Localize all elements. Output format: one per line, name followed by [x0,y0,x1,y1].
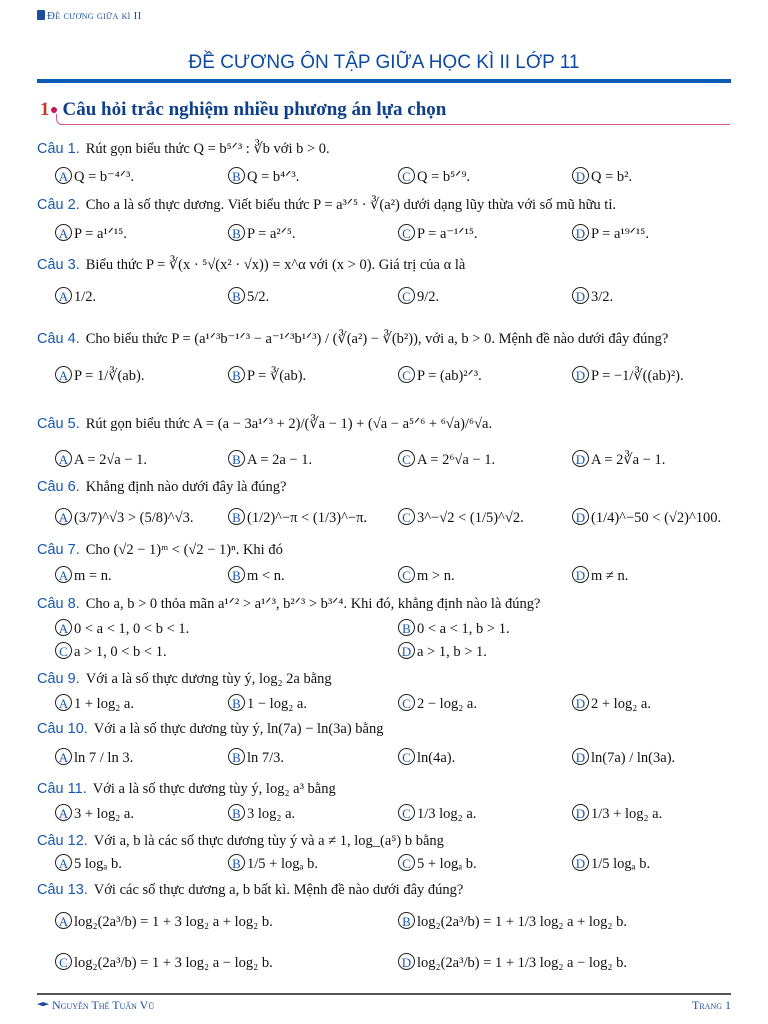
question-label: Câu 12. [37,833,88,849]
answer-option[interactable] [572,694,651,713]
option-text: Q = b⁻⁴ᐟ³. [74,169,134,185]
page-title: ĐỀ CƯƠNG ÔN TẬP GIỮA HỌC KÌ II LỚP 11 [188,52,580,73]
option-text: m > n. [417,568,455,584]
question-label: Câu 2. [37,197,80,213]
option-letter-circle: A [55,450,72,467]
answer-option[interactable] [228,748,284,767]
answer-option[interactable] [55,642,167,661]
question-stem [37,671,332,688]
option-letter-circle: C [398,366,415,383]
graduation-cap-icon [37,1002,49,1009]
question-stem [37,257,465,274]
option-letter-circle: C [398,804,415,821]
option-letter-circle: C [55,953,72,970]
answer-option[interactable] [55,854,122,873]
option-letter-circle: D [572,748,589,765]
answer-option[interactable] [55,804,134,823]
option-text: 9/2. [417,289,440,305]
option-letter-circle: B [228,694,245,711]
option-text: log₂(2a³/b) = 1 + 1/3 log₂ a + log₂ b. [417,914,627,930]
answer-option[interactable] [572,566,628,585]
option-text: P = (ab)²ᐟ³. [417,368,482,384]
answer-option[interactable] [398,566,455,585]
question-text: Với các số thực dương a, b bất kì. Mệnh đề nào dưới đây đúng? [93,882,464,898]
option-letter-circle: D [572,694,589,711]
option-letter-circle: A [55,854,72,871]
option-text: 5 + logₐ b. [417,856,477,872]
option-letter-circle: D [572,287,589,304]
question-stem [37,197,616,214]
option-letter-circle: C [398,566,415,583]
option-letter-circle: B [228,804,245,821]
answer-option[interactable] [228,224,296,243]
answer-option[interactable] [228,694,307,713]
question-text: Với a là số thực dương tùy ý, log₂ 2a bằng [85,671,332,687]
option-text: ln(7a) / ln(3a). [591,750,676,766]
answer-option[interactable] [572,167,632,186]
answer-option[interactable] [398,508,524,527]
question-label: Câu 13. [37,882,88,898]
running-title: Đề cương giữa kì II [47,10,142,22]
running-header [37,10,142,22]
option-text: 2 + log₂ a. [591,696,651,712]
answer-option[interactable] [398,912,627,931]
option-letter-circle: C [398,450,415,467]
option-letter-circle: D [572,804,589,821]
answer-option[interactable] [55,912,273,931]
option-text: a > 1, b > 1. [417,644,487,660]
option-letter-circle: A [55,508,72,525]
question-label: Câu 6. [37,479,80,495]
option-letter-circle: B [228,566,245,583]
answer-option[interactable] [228,287,269,306]
question-label: Câu 7. [37,542,80,558]
option-letter-circle: B [398,619,415,636]
option-text: P = a⁻¹ᐟ¹⁵. [417,226,478,242]
question-stem [37,416,492,433]
question-text: Với a là số thực dương tùy ý, ln(7a) − ln(3a) bằng [93,721,384,737]
option-letter-circle: C [398,167,415,184]
option-letter-circle: A [55,224,72,241]
option-text: 1 + log₂ a. [74,696,134,712]
answer-option[interactable] [398,854,477,873]
question-text: Cho biểu thức P = (a¹ᐟ³b⁻¹ᐟ³ − a⁻¹ᐟ³b¹ᐟ³) / (∛(a²) − ∛(b²)), với a, b > 0. Mệnh đề nào dưới đây đúng? [85,331,669,347]
option-letter-circle: B [228,854,245,871]
option-text: P = a¹⁹ᐟ¹⁵. [591,226,649,242]
answer-option[interactable] [55,224,127,243]
answer-option[interactable] [572,854,650,873]
option-letter-circle: C [398,694,415,711]
option-letter-circle: D [572,167,589,184]
page-number: Trang 1 [692,998,731,1012]
footer-author [37,998,154,1013]
option-letter-circle: B [228,508,245,525]
section-divider [60,124,730,125]
answer-option[interactable] [572,450,665,469]
answer-option[interactable] [228,508,367,527]
question-label: Câu 10. [37,721,88,737]
option-text: 3/2. [591,289,614,305]
option-letter-circle: B [228,224,245,241]
answer-option[interactable] [55,953,273,972]
question-stem [37,882,463,899]
question-text: Với a, b là các số thực dương tùy ý và a ≠ 1, log_(a⁵) b bằng [93,833,444,849]
option-letter-circle: A [55,694,72,711]
option-text: 0 < a < 1, 0 < b < 1. [74,621,190,637]
question-stem [37,141,330,158]
option-letter-circle: C [398,508,415,525]
answer-option[interactable] [398,450,495,469]
option-text: A = 2√a − 1. [74,452,148,468]
option-letter-circle: C [398,287,415,304]
answer-option[interactable] [398,694,477,713]
option-text: m < n. [247,568,285,584]
question-label: Câu 1. [37,141,80,157]
author-name: Nguyễn Thế Tuấn Vũ [52,998,155,1012]
option-text: 2 − log₂ a. [417,696,477,712]
option-letter-circle: D [572,450,589,467]
section-title: Câu hỏi trắc nghiệm nhiều phương án lựa chọn [62,99,447,120]
option-text: P = a¹ᐟ¹⁵. [74,226,127,242]
option-text: 1/5 + logₐ b. [247,856,318,872]
option-letter-circle: A [55,566,72,583]
option-letter-circle: C [398,224,415,241]
answer-option[interactable] [55,167,134,186]
option-text: Q = b⁵ᐟ⁹. [417,169,471,185]
answer-option[interactable] [55,508,193,527]
option-letter-circle: B [228,748,245,765]
option-text: Q = b². [591,169,633,185]
option-text: log₂(2a³/b) = 1 + 3 log₂ a + log₂ b. [74,914,273,930]
question-stem [37,542,283,559]
option-letter-circle: A [55,167,72,184]
option-text: ln(4a). [417,750,456,766]
section-number: 1 [40,99,50,120]
answer-option[interactable] [228,566,285,585]
answer-option[interactable] [398,224,478,243]
option-text: log₂(2a³/b) = 1 + 1/3 log₂ a − log₂ b. [417,955,627,971]
question-stem [37,331,668,348]
answer-option[interactable] [572,508,721,527]
option-letter-circle: A [55,748,72,765]
option-letter-circle: C [398,748,415,765]
question-label: Câu 4. [37,331,80,347]
option-text: m = n. [74,568,112,584]
option-text: 1/5 logₐ b. [591,856,651,872]
option-letter-circle: A [55,912,72,929]
option-text: 1 − log₂ a. [247,696,307,712]
option-letter-circle: B [228,450,245,467]
option-letter-circle: A [55,287,72,304]
answer-option[interactable] [398,167,470,186]
answer-option[interactable] [398,287,439,306]
answer-option[interactable] [398,642,487,661]
book-icon [37,10,45,20]
option-text: 0 < a < 1, b > 1. [417,621,510,637]
answer-option[interactable] [55,694,134,713]
option-text: (1/4)^−50 < (√2)^100. [591,510,722,526]
answer-option[interactable] [55,619,189,638]
answer-option[interactable] [572,224,649,243]
option-letter-circle: C [398,854,415,871]
option-letter-circle: B [228,287,245,304]
option-text: P = 1/∛(ab). [74,368,145,384]
answer-option[interactable] [398,619,510,638]
question-text: Cho a là số thực dương. Viết biểu thức P = a³ᐟ⁵ · ∛(a²) dưới dạng lũy thừa với số mũ hữu tỉ. [85,197,616,213]
question-label: Câu 5. [37,416,80,432]
answer-option[interactable] [572,804,662,823]
answer-option[interactable] [398,804,476,823]
answer-option[interactable] [398,366,482,385]
bullet-icon [51,107,57,113]
option-text: A = 2⁶√a − 1. [417,452,496,468]
option-text: a > 1, 0 < b < 1. [74,644,167,660]
question-stem [37,596,540,613]
option-letter-circle: B [228,366,245,383]
title-divider [37,79,731,83]
option-text: 1/2. [74,289,97,305]
question-stem [37,721,384,738]
answer-option[interactable] [572,287,613,306]
option-text: A = 2a − 1. [247,452,313,468]
question-stem [37,781,336,798]
option-letter-circle: B [398,912,415,929]
answer-option[interactable] [572,366,684,385]
option-letter-circle: D [572,566,589,583]
answer-option[interactable] [228,804,295,823]
answer-option[interactable] [55,566,112,585]
option-text: 1/3 log₂ a. [417,806,477,822]
option-letter-circle: D [572,854,589,871]
option-text: P = ∛(ab). [247,368,307,384]
question-text: Rút gọn biểu thức A = (a − 3a¹ᐟ³ + 2)/(∛a − 1) + (√a − a⁵ᐟ⁶ + ⁶√a)/⁶√a. [85,416,493,432]
question-label: Câu 8. [37,596,80,612]
option-text: 3 + log₂ a. [74,806,134,822]
answer-option[interactable] [398,748,455,767]
option-text: P = a²ᐟ⁵. [247,226,296,242]
option-text: 5 logₐ b. [74,856,122,872]
option-text: m ≠ n. [591,568,629,584]
option-letter-circle: A [55,804,72,821]
answer-option[interactable] [55,748,133,767]
question-stem [37,479,287,496]
answer-option[interactable] [228,167,299,186]
option-text: log₂(2a³/b) = 1 + 3 log₂ a − log₂ b. [74,955,273,971]
option-text: 1/3 + log₂ a. [591,806,663,822]
answer-option[interactable] [55,450,147,469]
option-text: (1/2)^−π < (1/3)^−π. [247,510,368,526]
footer-divider [37,993,731,995]
answer-option[interactable] [55,366,144,385]
question-text: Biểu thức P = ∛(x · ⁵√(x² · √x)) = x^α với (x > 0). Giá trị của α là [85,257,466,273]
option-letter-circle: D [572,224,589,241]
option-text: 3 log₂ a. [247,806,296,822]
question-text: Khẳng định nào dưới đây là đúng? [85,479,287,495]
option-text: A = 2∛a − 1. [591,452,666,468]
answer-option[interactable] [55,287,96,306]
answer-option[interactable] [228,366,306,385]
option-letter-circle: C [55,642,72,659]
option-letter-circle: D [572,508,589,525]
option-text: Q = b⁴ᐟ³. [247,169,300,185]
question-text: Cho a, b > 0 thỏa mãn a¹ᐟ² > a¹ᐟ³, b²ᐟ³ > b³ᐟ⁴. Khi đó, khẳng định nào là đúng? [85,596,541,612]
answer-option[interactable] [398,953,627,972]
answer-option[interactable] [228,854,318,873]
answer-option[interactable] [228,450,312,469]
option-letter-circle: D [398,642,415,659]
question-label: Câu 3. [37,257,80,273]
question-stem [37,833,444,850]
option-text: P = −1/∛((ab)²). [591,368,684,384]
question-label: Câu 11. [37,781,87,797]
option-letter-circle: D [572,366,589,383]
option-letter-circle: A [55,619,72,636]
option-text: ln 7/3. [247,750,285,766]
question-text: Với a là số thực dương tùy ý, log₂ a³ bằng [92,781,336,797]
option-text: 5/2. [247,289,270,305]
section-heading [40,99,446,121]
option-text: 3^−√2 < (1/5)^√2. [417,510,524,526]
question-label: Câu 9. [37,671,80,687]
answer-option[interactable] [572,748,675,767]
option-text: ln 7 / ln 3. [74,750,134,766]
option-letter-circle: B [228,167,245,184]
question-text: Rút gọn biểu thức Q = b⁵ᐟ³ : ∛b với b > 0. [85,141,330,157]
option-letter-circle: D [398,953,415,970]
question-text: Cho (√2 − 1)ᵐ < (√2 − 1)ⁿ. Khi đó [85,542,283,558]
option-letter-circle: A [55,366,72,383]
option-text: (3/7)^√3 > (5/8)^√3. [74,510,194,526]
